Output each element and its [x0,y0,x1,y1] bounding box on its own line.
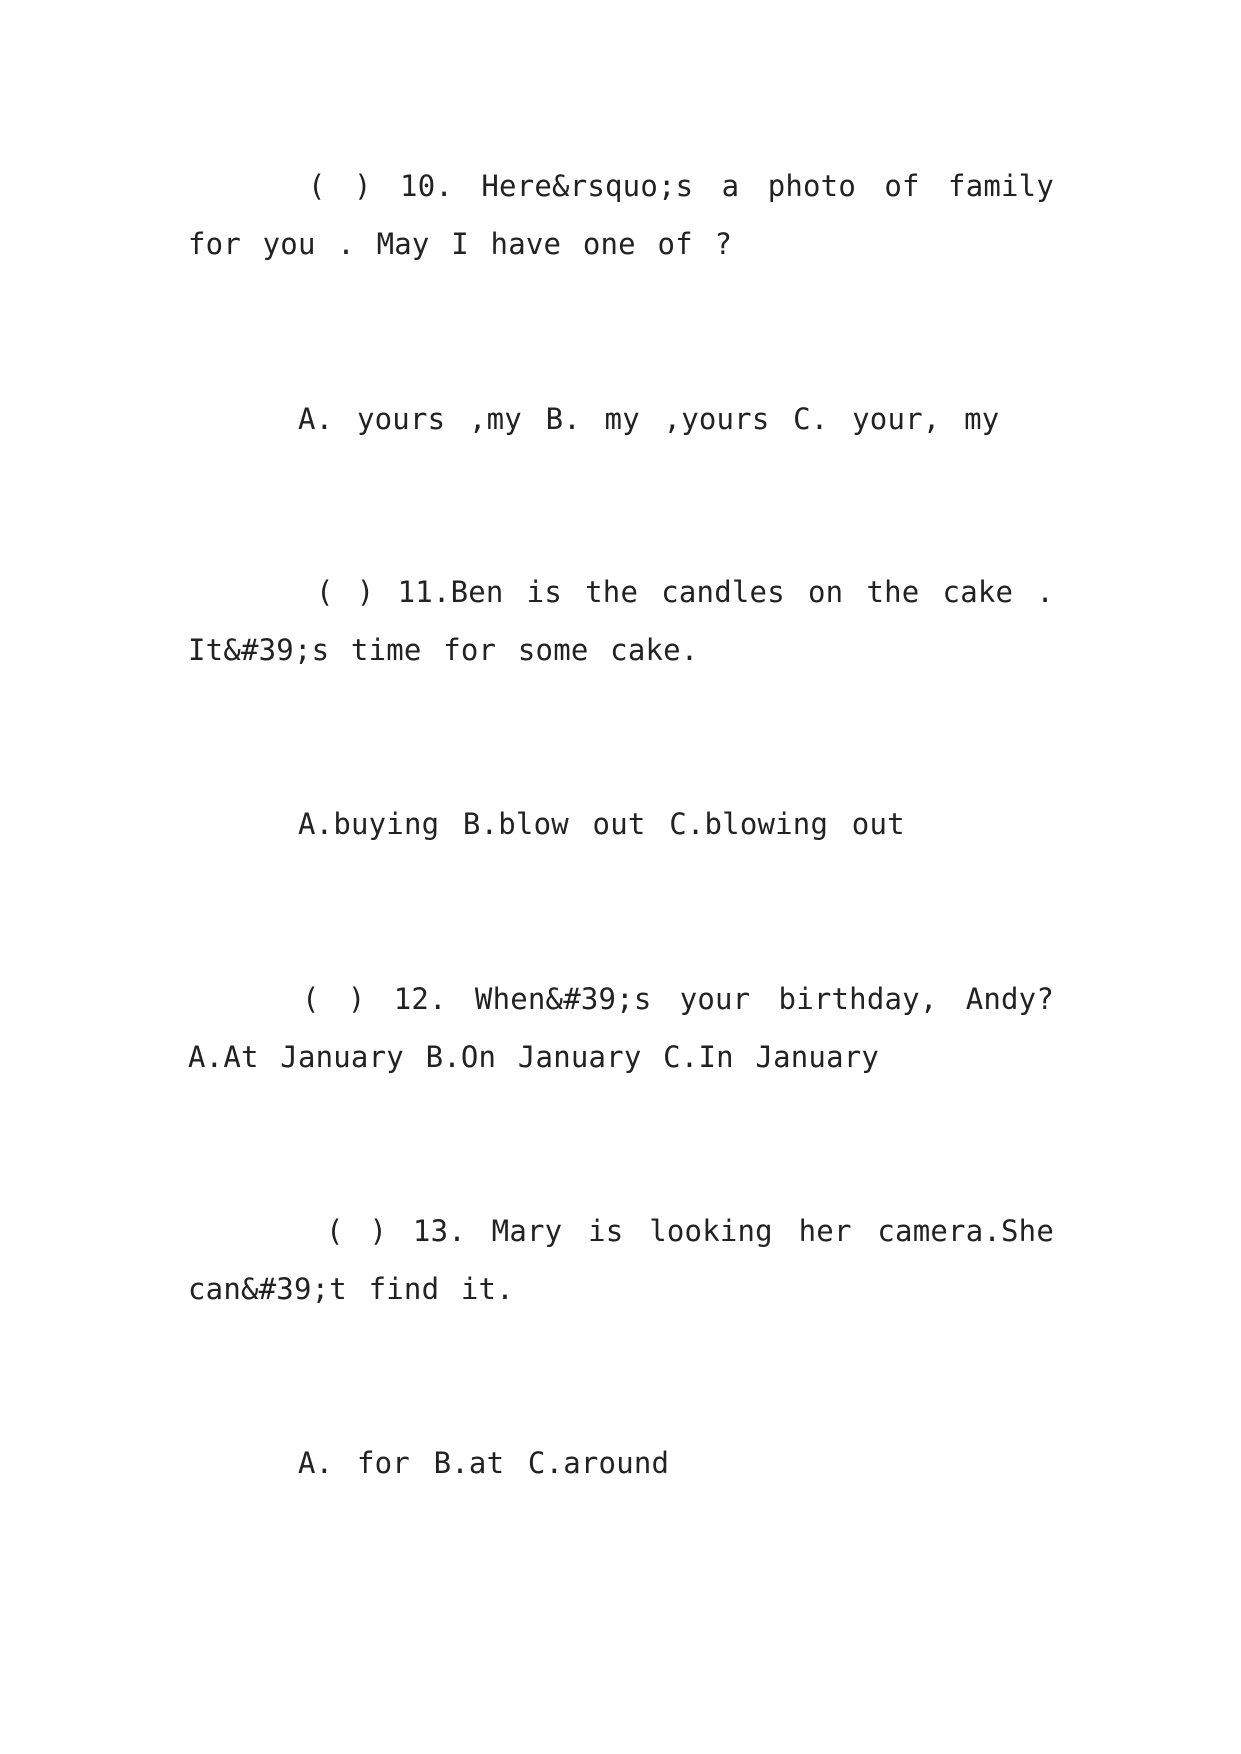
question-10-options: A. yours ,my B. my ,yours C. your, my [298,402,1000,436]
question-11-stem: ( ) 11.Ben is the candles on the cake . It&#39;s time for some cake. [188,575,1054,667]
question-13-stem: ( ) 13. Mary is looking her camera.She can&#39;t find it. [188,1214,1054,1306]
question-11-options: A.buying B.blow out C.blowing out [298,807,905,841]
question-10-stem: ( ) 10. Here&rsquo;s a photo of family for you . May I have one of ? [188,169,1054,261]
question-13-options: A. for B.at C.around [298,1446,670,1480]
question-12-stem: ( ) 12. When&#39;s your birthday, Andy? A.At January B.On January C.In January [188,982,1054,1074]
